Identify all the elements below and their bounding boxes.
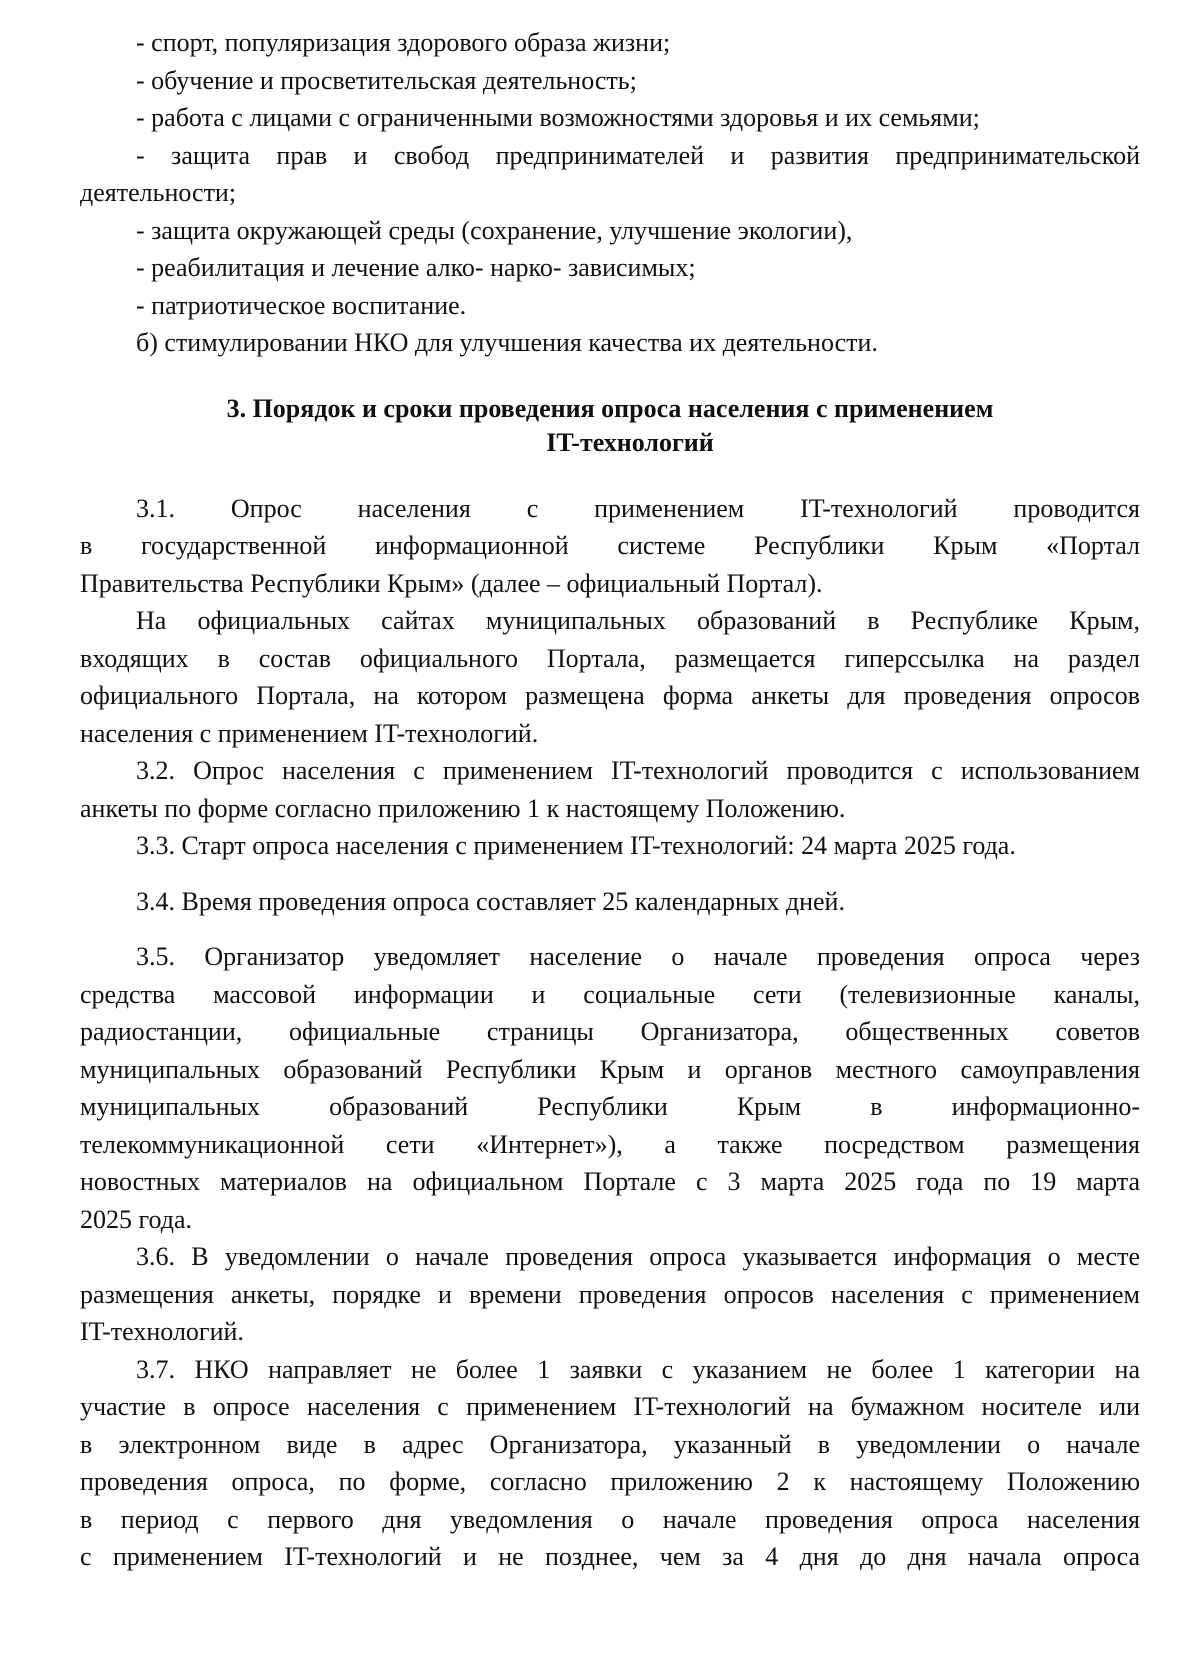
paragraph-line: входящих в состав официального Портала, размещается гиперссылка на раздел [80, 643, 1140, 673]
paragraph-line: IT-технологий. [80, 1317, 244, 1346]
paragraph-3-4: 3.4. Время проведения опроса составляет 25 календарных дней. [136, 886, 845, 916]
paragraph-line: участие в опросе населения с применением IT-технологий на бумажном носителе или [80, 1392, 1140, 1421]
paragraph-line: 2025 года. [80, 1204, 193, 1234]
paragraph-line: в электронном виде в адрес Организатора, указанный в уведомлении о начале [80, 1429, 1140, 1459]
paragraph-line: анкеты по форме согласно приложению 1 к настоящему Положению. [80, 793, 846, 823]
paragraph-line: в государственной информационной системе Республики Крым «Портал [80, 531, 1140, 560]
paragraph-3-3: 3.3. Старт опроса населения с применением IT-технологий: 24 марта 2025 года. [136, 831, 1016, 860]
paragraph-line: 3.6. В уведомлении о начале проведения опроса указывается информация о месте [136, 1242, 1140, 1271]
section-heading [80, 392, 1140, 460]
paragraph-line: 3.2. Опрос населения с применением IT-технологий проводится с использованием [136, 756, 1140, 785]
paragraph-line: муниципальных образований Республики Крым в информационно- [80, 1092, 1140, 1121]
paragraph-3-1-continued [80, 602, 1140, 752]
item-b: б) стимулировании НКО для улучшения качества их деятельности. [136, 328, 878, 357]
paragraph-3-2 [80, 752, 1140, 827]
paragraph-line: с применением IT-технологий и не позднее, чем за 4 дня до дня начала опроса [80, 1542, 1140, 1571]
paragraph-line: телекоммуникационной сети «Интернет»), а также посредством размещения [80, 1129, 1140, 1159]
section-heading-line1: 3. Порядок и сроки проведения опроса населения с применением [226, 393, 994, 423]
list-item-continuation: деятельности; [80, 178, 237, 207]
document-body [80, 24, 1140, 1576]
paragraph-line: радиостанции, официальные страницы Организатора, общественных советов [80, 1017, 1140, 1046]
paragraph-line: в период с первого дня уведомления о начале проведения опроса населения [80, 1504, 1140, 1534]
paragraph-line: 3.7. НКО направляет не более 1 заявки с указанием не более 1 категории на [136, 1354, 1140, 1384]
paragraph-3-1 [80, 490, 1140, 603]
list-item: - спорт, популяризация здорового образа жизни; [136, 28, 671, 57]
paragraph-line: 3.5. Организатор уведомляет население о начале проведения опроса через [136, 942, 1140, 971]
paragraph-line: средства массовой информации и социальные сети (телевизионные каналы, [80, 979, 1140, 1009]
paragraph-3-6 [80, 1238, 1140, 1351]
section-heading-line2: IT-технологий [546, 427, 714, 457]
paragraph-line: официального Портала, на котором размещена форма анкеты для проведения опросов [80, 681, 1140, 710]
paragraph-3-7 [80, 1351, 1140, 1576]
list-item: - защита окружающей среды (сохранение, улучшение экологии), [136, 215, 853, 245]
paragraph-line: На официальных сайтах муниципальных образований в Республике Крым, [136, 606, 1140, 635]
list-item: - патриотическое воспитание. [136, 290, 467, 320]
paragraph-line: 3.1. Опрос населения с применением IT-технологий проводится [136, 493, 1140, 523]
paragraph-3-5 [80, 938, 1140, 1238]
paragraph-line: муниципальных образований Республики Крым и органов местного самоуправления [80, 1054, 1140, 1084]
paragraph-line: Правительства Республики Крым» (далее – официальный Портал). [80, 568, 823, 598]
list-item: - реабилитация и лечение алко- нарко- зависимых; [136, 253, 696, 282]
list-item: - обучение и просветительская деятельность; [136, 65, 637, 95]
paragraph-line: населения с применением IT-технологий. [80, 718, 539, 748]
paragraph-line: размещения анкеты, порядке и времени проведения опросов населения с применением [80, 1279, 1140, 1309]
list-item: - работа с лицами с ограниченными возможностями здоровья и их семьями; [136, 103, 980, 132]
paragraph-line: проведения опроса, по форме, согласно приложению 2 к настоящему Положению [80, 1467, 1140, 1496]
list-item: - защита прав и свобод предпринимателей и развития предпринимательской [136, 140, 1140, 170]
category-list [80, 24, 1140, 324]
paragraph-line: новостных материалов на официальном Портале с 3 марта 2025 года по 19 марта [80, 1167, 1140, 1196]
